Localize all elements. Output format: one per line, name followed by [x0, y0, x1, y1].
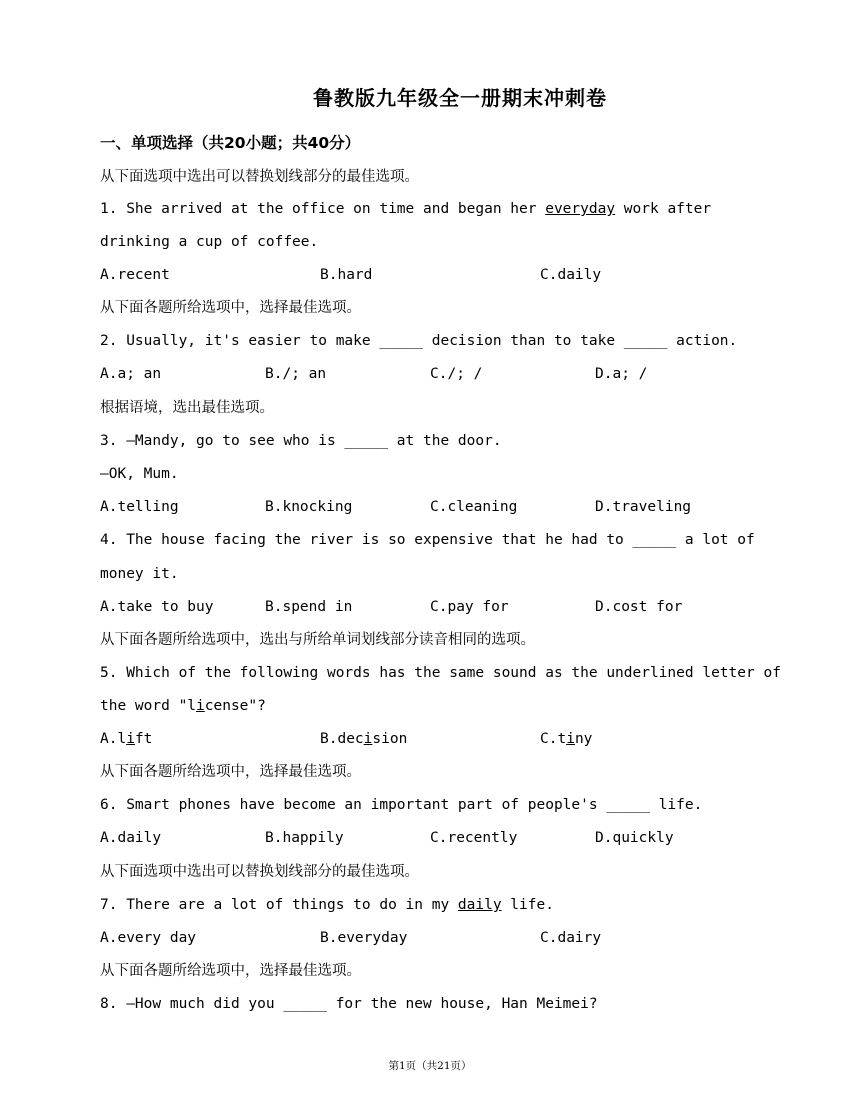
- question-4-line2: money it.: [100, 566, 179, 582]
- q4-option-b[interactable]: B.spend in: [265, 599, 353, 615]
- q5-underlined-letter: i: [196, 698, 205, 714]
- q6-option-a[interactable]: A.daily: [100, 830, 162, 846]
- question-8-text: 8. —How much did you _____ for the new house, Han Meimei?: [100, 996, 598, 1012]
- question-3-options: [100, 497, 760, 517]
- q1-option-c[interactable]: C.daily: [540, 267, 602, 283]
- q1-underlined-word: everyday: [545, 201, 616, 217]
- q1-option-a[interactable]: A.recent: [100, 267, 170, 283]
- question-6-options: [100, 828, 760, 848]
- question-4-line1: 4. The house facing the river is so expensive that he had to _____ a lot of: [100, 532, 755, 548]
- q1-option-b[interactable]: B.hard: [320, 267, 373, 283]
- question-5-line2: [100, 696, 266, 716]
- instruction-q8: 从下面各题所给选项中，选择最佳选项。: [100, 963, 361, 979]
- question-6-text: 6. Smart phones have become an important part of people's _____ life.: [100, 797, 703, 813]
- q3-option-d[interactable]: D.traveling: [595, 499, 692, 515]
- q3-option-b[interactable]: B.knocking: [265, 499, 353, 515]
- q5-option-a-post: ft: [134, 731, 153, 747]
- question-3-line1: 3. —Mandy, go to see who is _____ at the door.: [100, 433, 502, 449]
- instruction-q1: 从下面选项中选出可以替换划线部分的最佳选项。: [100, 169, 419, 185]
- q5-option-a[interactable]: [100, 729, 152, 749]
- q7-option-a[interactable]: A.every day: [100, 930, 197, 946]
- q3-option-c[interactable]: C.cleaning: [430, 499, 518, 515]
- q6-option-d[interactable]: D.quickly: [595, 830, 674, 846]
- q5-word-post: cense"?: [204, 698, 266, 714]
- instruction-q3: 根据语境，选出最佳选项。: [100, 400, 274, 416]
- page-footer: 第1页（共21页）: [388, 1060, 472, 1072]
- q4-option-c[interactable]: C.pay for: [430, 599, 509, 615]
- q5-option-b[interactable]: [320, 729, 407, 749]
- question-5-options: [100, 729, 760, 749]
- q6-option-b[interactable]: B.happily: [265, 830, 344, 846]
- q4-option-a[interactable]: A.take to buy: [100, 599, 214, 615]
- question-2-options: [100, 364, 760, 384]
- q5-option-a-pre: A.l: [100, 731, 127, 747]
- q7-option-c[interactable]: C.dairy: [540, 930, 602, 946]
- q2-option-c[interactable]: C./; /: [430, 366, 483, 382]
- question-4-options: [100, 597, 760, 617]
- q4-option-d[interactable]: D.cost for: [595, 599, 683, 615]
- q3-option-a[interactable]: A.telling: [100, 499, 179, 515]
- q7-underlined-word: daily: [457, 897, 502, 913]
- question-2-text: 2. Usually, it's easier to make _____ decision than to take _____ action.: [100, 333, 738, 349]
- question-1-options: [100, 265, 760, 285]
- q1-text-post: work after: [615, 201, 712, 217]
- instruction-q5: 从下面各题所给选项中，选出与所给单词划线部分读音相同的选项。: [100, 632, 535, 648]
- question-3-line2: —OK, Mum.: [100, 466, 179, 482]
- q6-option-c[interactable]: C.recently: [430, 830, 518, 846]
- q7-text-post: life.: [501, 897, 554, 913]
- q2-option-b[interactable]: B./; an: [265, 366, 327, 382]
- q2-option-a[interactable]: A.a; an: [100, 366, 162, 382]
- q5-option-b-post: sion: [372, 731, 408, 747]
- q5-option-a-underlined: i: [126, 731, 135, 747]
- q1-text-pre: 1. She arrived at the office on time and began her: [100, 201, 546, 217]
- question-1-line1: [100, 199, 711, 219]
- q2-option-d[interactable]: D.a; /: [595, 366, 648, 382]
- instruction-q2: 从下面各题所给选项中，选择最佳选项。: [100, 300, 361, 316]
- question-7-options: [100, 928, 760, 948]
- q5-option-c-post: ny: [574, 731, 593, 747]
- section-heading: 一、单项选择（共20小题；共40分）: [100, 134, 361, 152]
- question-7-text: [100, 895, 554, 915]
- q5-word-pre: the word "l: [100, 698, 197, 714]
- q7-text-pre: 7. There are a lot of things to do in my: [100, 897, 458, 913]
- q5-option-b-underlined: i: [363, 731, 373, 747]
- q5-option-b-pre: B.dec: [320, 731, 364, 747]
- instruction-q6: 从下面各题所给选项中，选择最佳选项。: [100, 764, 361, 780]
- instruction-q7: 从下面选项中选出可以替换划线部分的最佳选项。: [100, 864, 419, 880]
- q7-option-b[interactable]: B.everyday: [320, 930, 408, 946]
- q5-option-c[interactable]: [540, 729, 592, 749]
- q5-option-c-pre: C.t: [540, 731, 567, 747]
- page-title: 鲁教版九年级全一册期末冲刺卷: [313, 86, 607, 110]
- question-1-line2: drinking a cup of coffee.: [100, 234, 319, 250]
- q5-option-c-underlined: i: [566, 731, 575, 747]
- question-5-line1: 5. Which of the following words has the same sound as the underlined letter of: [100, 665, 781, 681]
